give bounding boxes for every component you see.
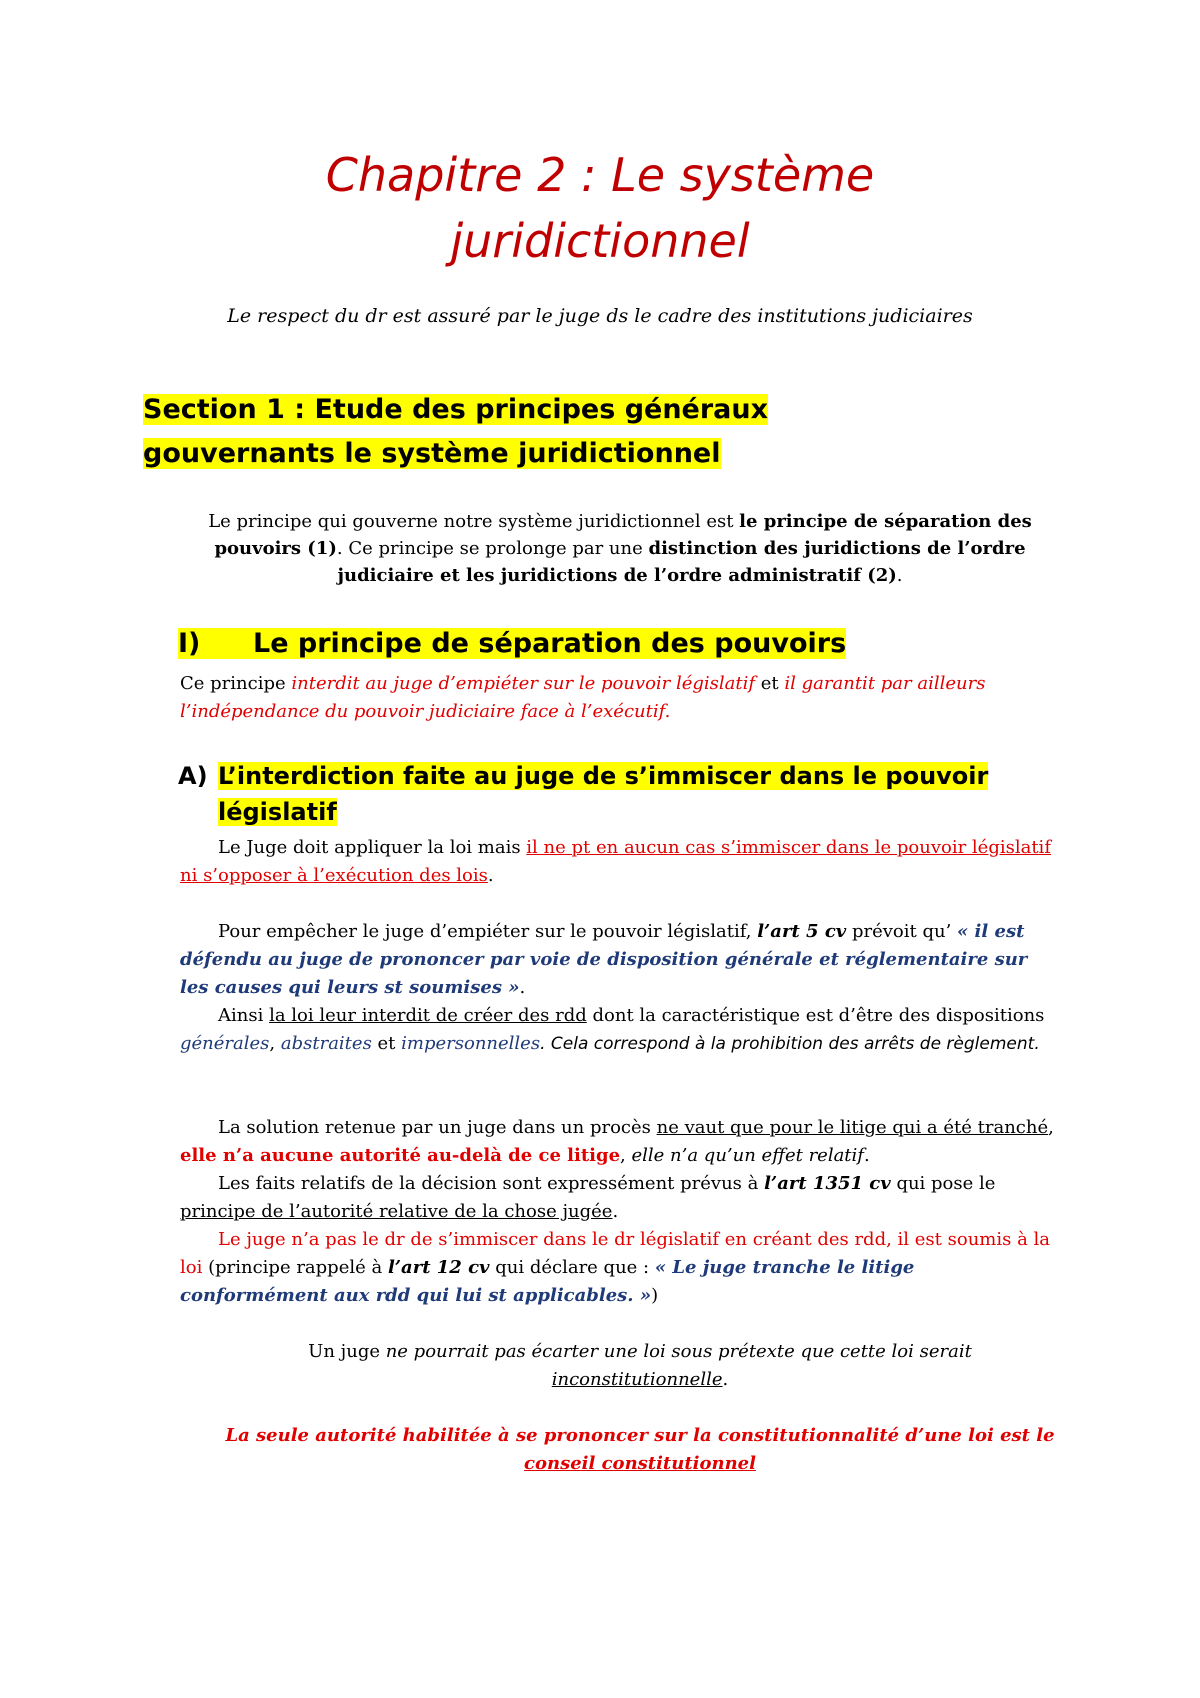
a1-text-2: . <box>487 865 494 886</box>
chapter-subtitle: Le respect du dr est assuré par le juge ds le cadre des institutions judiciaires <box>227 305 973 327</box>
heading-part-1 <box>178 624 1078 664</box>
paragraph-a1 <box>180 834 1060 890</box>
section-heading <box>143 388 903 476</box>
a3-and: et <box>371 1033 402 1054</box>
a4-underlined: ne vaut que pour le litige qui a été tranché <box>656 1117 1049 1138</box>
a6-quote: « Le juge tranche le litige conformément aux rdd qui lui st applicables. » <box>180 1257 915 1306</box>
a5-period: . <box>612 1201 619 1222</box>
a3-underlined: la loi leur interdit de créer des rdd <box>269 1005 587 1026</box>
section-heading-line1: Section 1 : Etude des principes généraux <box>143 394 769 425</box>
heading-subpart-a <box>178 758 1058 830</box>
a4-comma-2: , <box>620 1145 632 1166</box>
a7-text: Un juge <box>308 1341 386 1362</box>
heading-subpart-a-text: L’interdiction faite au juge de s’immiscer dans le pouvoir législatif <box>218 762 989 826</box>
paragraph-a5 <box>180 1170 1060 1226</box>
a2-quote: « il est défendu au juge de prononcer par voie de disposition générale et réglementaire sur les causes qui leurs st soumises » <box>180 921 1028 998</box>
part-1-red-1: interdit au juge d’empiéter sur le pouvoir législatif <box>291 673 756 694</box>
a7-period: . <box>722 1369 729 1390</box>
intro-text-3: . <box>896 565 903 586</box>
a3-comma: , <box>269 1033 281 1054</box>
a4-period: . <box>863 1145 870 1166</box>
part-1-text: Ce principe <box>180 673 292 694</box>
chapter-title <box>0 142 1200 274</box>
intro-paragraph <box>180 508 1060 589</box>
a2-text-3: . <box>519 977 526 998</box>
a4-italic: elle n’a qu’un effet relatif <box>631 1145 864 1166</box>
a2-text: Pour empêcher le juge d’empiéter sur le pouvoir législatif, <box>218 921 758 942</box>
a8-text: La seule autorité habilitée à se prononcer sur la constitutionnalité d’une loi est le <box>225 1425 1055 1446</box>
a3-term-2: abstraites <box>280 1033 372 1054</box>
a6-article: l’art 12 cv <box>387 1257 490 1278</box>
a5-text-2: qui pose le <box>890 1173 996 1194</box>
heading-part-1-number: I) <box>178 628 201 659</box>
chapter-title-line1: Chapitre 2 : Le système <box>325 148 875 202</box>
paragraph-a4 <box>180 1114 1060 1170</box>
a6-paren: ) <box>651 1285 659 1306</box>
a3-term-3: impersonnelles <box>401 1033 541 1054</box>
a2-text-2: prévoit qu’ <box>846 921 958 942</box>
a6-red: Le juge n’a pas le dr de s’immiscer dans le dr législatif en créant des rdd, il est soumis à la loi <box>180 1229 1051 1278</box>
a4-red-bold: elle n’a aucune autorité au-delà de ce litige <box>180 1145 621 1166</box>
part-1-text-2: et <box>755 673 785 694</box>
a1-text: Le Juge doit appliquer la loi mais <box>218 837 527 858</box>
part-1-paragraph <box>180 670 1080 726</box>
section-heading-line2: gouvernants le système juridictionnel <box>143 438 721 469</box>
a5-text: Les faits relatifs de la décision sont expressément prévus à <box>218 1173 765 1194</box>
a7-italic: ne pourrait pas écarter une loi sous prétexte que cette loi serait <box>385 1341 972 1362</box>
a6-text-2: qui déclare que : <box>489 1257 655 1278</box>
a4-text: La solution retenue par un juge dans un procès <box>218 1117 657 1138</box>
intro-text: Le principe qui gouverne notre système juridictionnel est <box>208 511 740 532</box>
paragraph-a3 <box>180 1002 1060 1058</box>
a3-text-2: dont la caractéristique est d’être des dispositions <box>586 1005 1045 1026</box>
paragraph-a7 <box>240 1338 1040 1394</box>
heading-subpart-a-letter: A) <box>178 762 208 790</box>
chapter-title-line2: juridictionnel <box>450 214 750 268</box>
a6-text: (principe rappelé à <box>202 1257 388 1278</box>
heading-part-1-text: Le principe de séparation des pouvoirs <box>253 628 847 659</box>
paragraph-a6 <box>180 1226 1060 1310</box>
a3-term-1: générales <box>180 1033 270 1054</box>
a4-comma: , <box>1048 1117 1054 1138</box>
a3-text-3: . Cela correspond à la prohibition des arrêts de règlement. <box>540 1034 1040 1054</box>
a7-underlined: inconstitutionnelle <box>551 1369 723 1390</box>
a1-red-underlined: il ne pt en aucun cas s’immiscer dans le pouvoir législatif ni s’opposer à l’exécution des lois <box>180 837 1051 886</box>
a8-underlined: conseil constitutionnel <box>524 1453 756 1474</box>
paragraph-a2 <box>180 918 1060 1002</box>
intro-emphasis-1: le principe de séparation des pouvoirs (1) <box>214 511 1032 559</box>
part-1-red-2: il garantit par ailleurs l’indépendance du pouvoir judiciaire face à l’exécutif. <box>180 673 986 722</box>
a3-text: Ainsi <box>218 1005 270 1026</box>
a5-underlined: principe de l’autorité relative de la chose jugée <box>180 1201 613 1222</box>
intro-emphasis-2: distinction des juridictions de l’ordre judiciaire et les juridictions de l’ordre administratif (2) <box>337 538 1026 586</box>
intro-text-2: . Ce principe se prolonge par une <box>336 538 649 559</box>
paragraph-a8 <box>200 1422 1080 1478</box>
a2-article: l’art 5 cv <box>757 921 847 942</box>
a5-article: l’art 1351 cv <box>764 1173 891 1194</box>
